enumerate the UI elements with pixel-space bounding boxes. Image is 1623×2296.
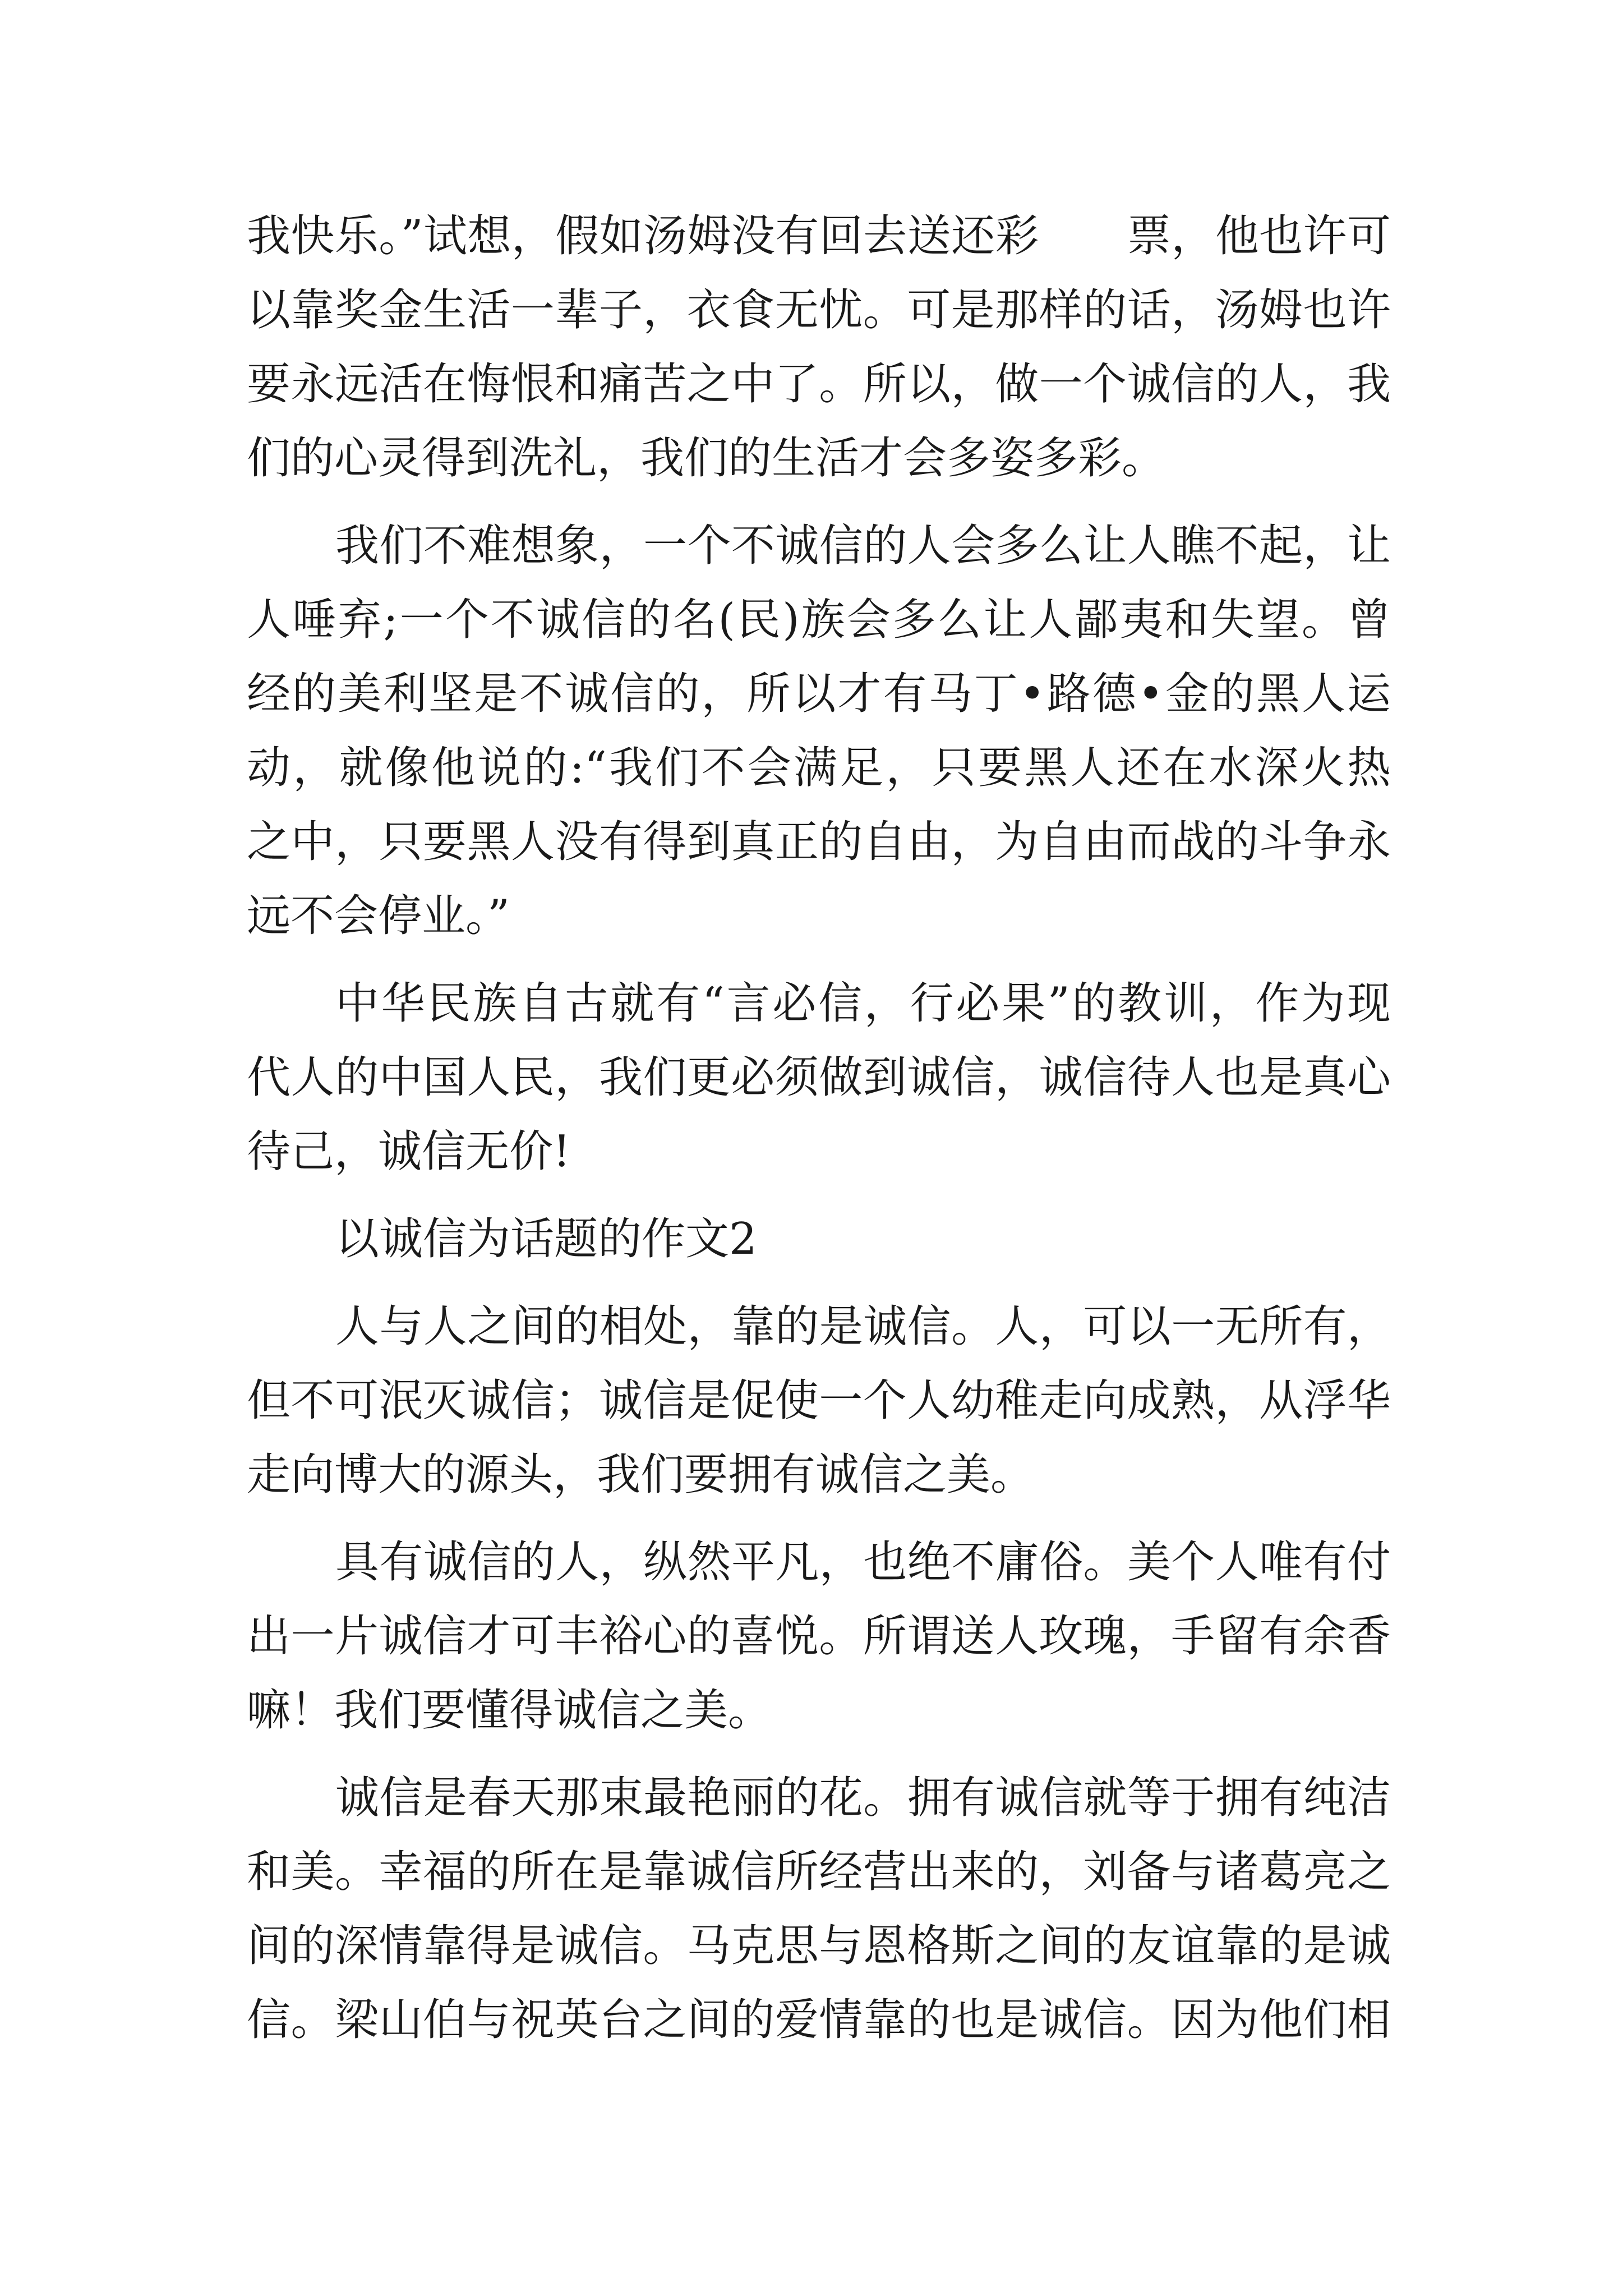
- text-line: 但不可泯灭诚信；诚信是促使一个人幼稚走向成熟，从浮华: [247, 1375, 1391, 1426]
- text-line: 待己，诚信无价!: [247, 1126, 571, 1177]
- text-line: 之中，只要黑人没有得到真正的自由，为自由而战的斗争永: [247, 817, 1391, 867]
- text-line: 信。梁山伯与祝英台之间的爱情靠的也是诚信。因为他们相: [247, 1995, 1391, 2045]
- text-line: 经的美利坚是不诚信的，所以才有马丁•路德•金的黑人运: [247, 669, 1391, 719]
- text-line: 中华民族自古就有“言必信，行必果”的教训，作为现: [335, 978, 1391, 1029]
- text-line: 们的心灵得到洗礼，我们的生活才会多姿多彩。: [247, 433, 1166, 484]
- text-line: 人唾弃;一个不诚信的名(民)族会多么让人鄙夷和失望。曾: [247, 595, 1391, 645]
- text-line: 动，就像他说的:“我们不会满足，只要黑人还在水深火热: [247, 743, 1391, 793]
- text-line: 走向博大的源头，我们要拥有诚信之美。: [247, 1450, 1035, 1500]
- text-line: 人与人之间的相处，靠的是诚信。人，可以一无所有，: [335, 1301, 1391, 1352]
- text-line: 诚信是春天那束最艳丽的花。拥有诚信就等于拥有纯洁: [335, 1773, 1391, 1823]
- text-line: 具有诚信的人，纵然平凡，也绝不庸俗。美个人唯有付: [335, 1537, 1391, 1588]
- text-line: 间的深情靠得是诚信。马克思与恩格斯之间的友谊靠的是诚: [247, 1921, 1391, 1971]
- text-line: 出一片诚信才可丰裕心的喜悦。所谓送人玫瑰，手留有余香: [247, 1611, 1391, 1662]
- text-line: 远不会停业。”: [247, 891, 510, 941]
- text-line: 和美。幸福的所在是靠诚信所经营出来的，刘备与诸葛亮之: [247, 1847, 1391, 1897]
- section-heading: 以诚信为话题的作文2: [335, 1214, 757, 1264]
- text-line: 嘛！我们要懂得诚信之美。: [247, 1685, 772, 1736]
- text-line: 我快乐。”试想，假如汤姆没有回去送还彩 票，他也许可: [247, 211, 1391, 261]
- body-text: [247, 199, 1391, 2057]
- text-line: 我们不难想象，一个不诚信的人会多么让人瞧不起，让: [335, 521, 1391, 571]
- text-line: 代人的中国人民，我们更必须做到诚信，诚信待人也是真心: [247, 1052, 1391, 1103]
- text-line: 以靠奖金生活一辈子，衣食无忧。可是那样的话，汤姆也许: [247, 285, 1391, 335]
- text-line: 要永远活在悔恨和痛苦之中了。所以，做一个诚信的人，我: [247, 359, 1391, 409]
